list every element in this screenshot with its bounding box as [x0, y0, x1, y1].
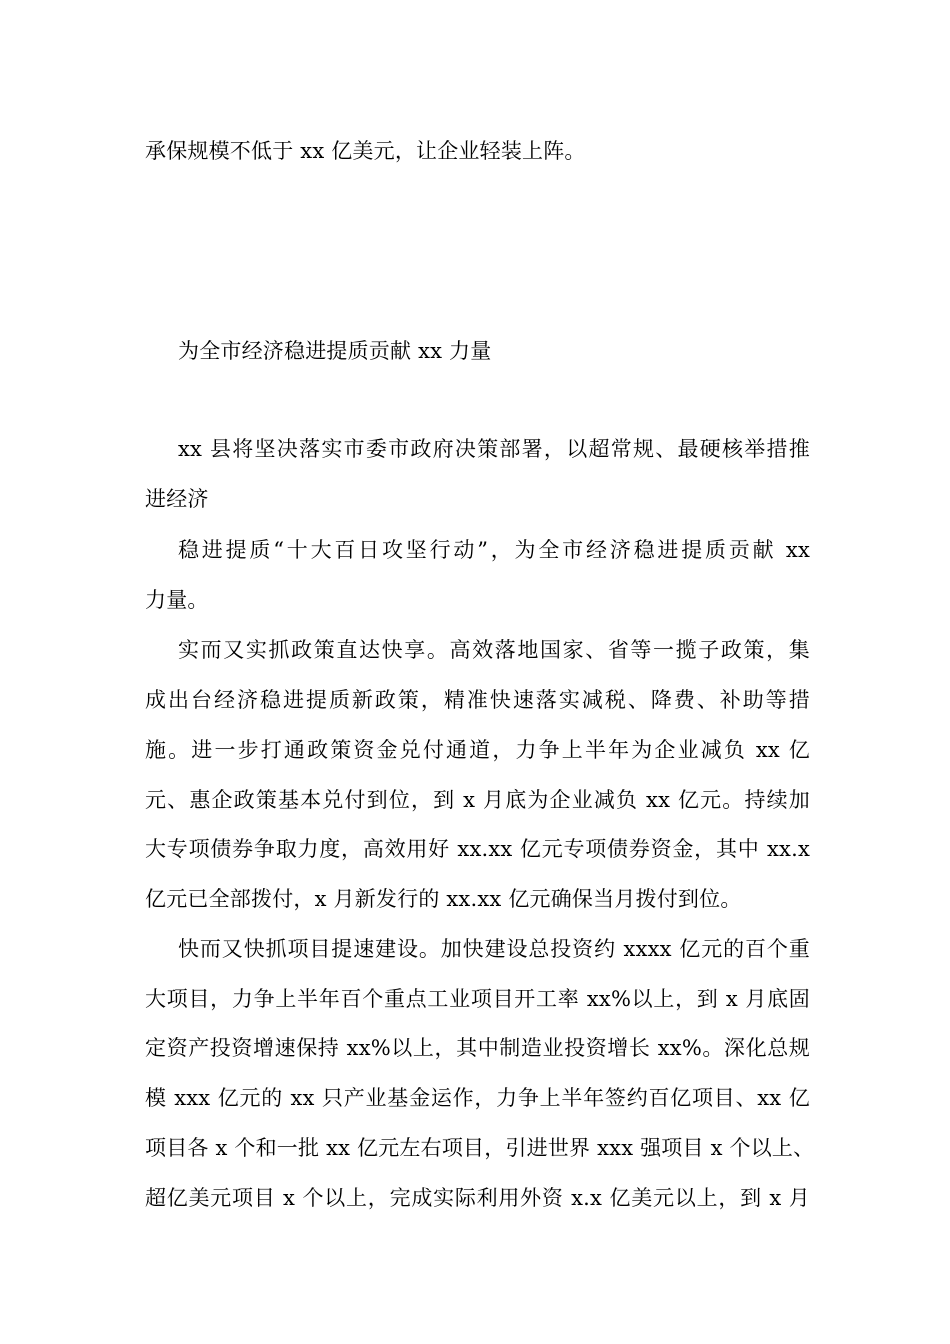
paragraph-line: 稳进提质“十大百日攻坚行动”，为全市经济稳进提质贡献 xx	[178, 538, 810, 562]
paragraph-line: 亿元已全部拨付，x 月新发行的 xx.xx 亿元确保当月拨付到位。	[145, 887, 742, 911]
paragraph-line: 进经济	[145, 487, 209, 511]
paragraph-line: 施。进一步打通政策资金兑付通道，力争上半年为企业减负 xx 亿	[145, 738, 810, 762]
paragraph-line: 模 xxx 亿元的 xx 只产业基金运作，力争上半年签约百亿项目、xx 亿	[145, 1086, 810, 1110]
paragraph-line: 快而又快抓项目提速建设。加快建设总投资约 xxxx 亿元的百个重	[178, 937, 810, 961]
paragraph-line: 实而又实抓政策直达快享。高效落地国家、省等一揽子政策，集	[178, 638, 810, 662]
paragraph-line: xx 县将坚决落实市委市政府决策部署，以超常规、最硬核举措推	[178, 437, 810, 461]
section-heading: 为全市经济稳进提质贡献 xx 力量	[178, 339, 492, 363]
paragraph-line: 超亿美元项目 x 个以上，完成实际利用外资 x.x 亿美元以上，到 x 月	[145, 1186, 810, 1210]
paragraph-line: 大专项债券争取力度，高效用好 xx.xx 亿元专项债券资金，其中 xx.x	[145, 837, 810, 861]
paragraph-line: 力量。	[145, 588, 209, 612]
paragraph-line: 项目各 x 个和一批 xx 亿元左右项目，引进世界 xxx 强项目 x 个以上、	[145, 1136, 815, 1160]
paragraph-line: 成出台经济稳进提质新政策，精准快速落实减税、降费、补助等措	[145, 688, 810, 712]
paragraph-line: 承保规模不低于 xx 亿美元，让企业轻装上阵。	[145, 139, 586, 163]
paragraph-line: 大项目，力争上半年百个重点工业项目开工率 xx%以上，到 x 月底固	[145, 987, 810, 1011]
paragraph-line: 元、惠企政策基本兑付到位，到 x 月底为企业减负 xx 亿元。持续加	[145, 788, 810, 812]
paragraph-line: 定资产投资增速保持 xx%以上，其中制造业投资增长 xx%。深化总规	[145, 1036, 810, 1060]
